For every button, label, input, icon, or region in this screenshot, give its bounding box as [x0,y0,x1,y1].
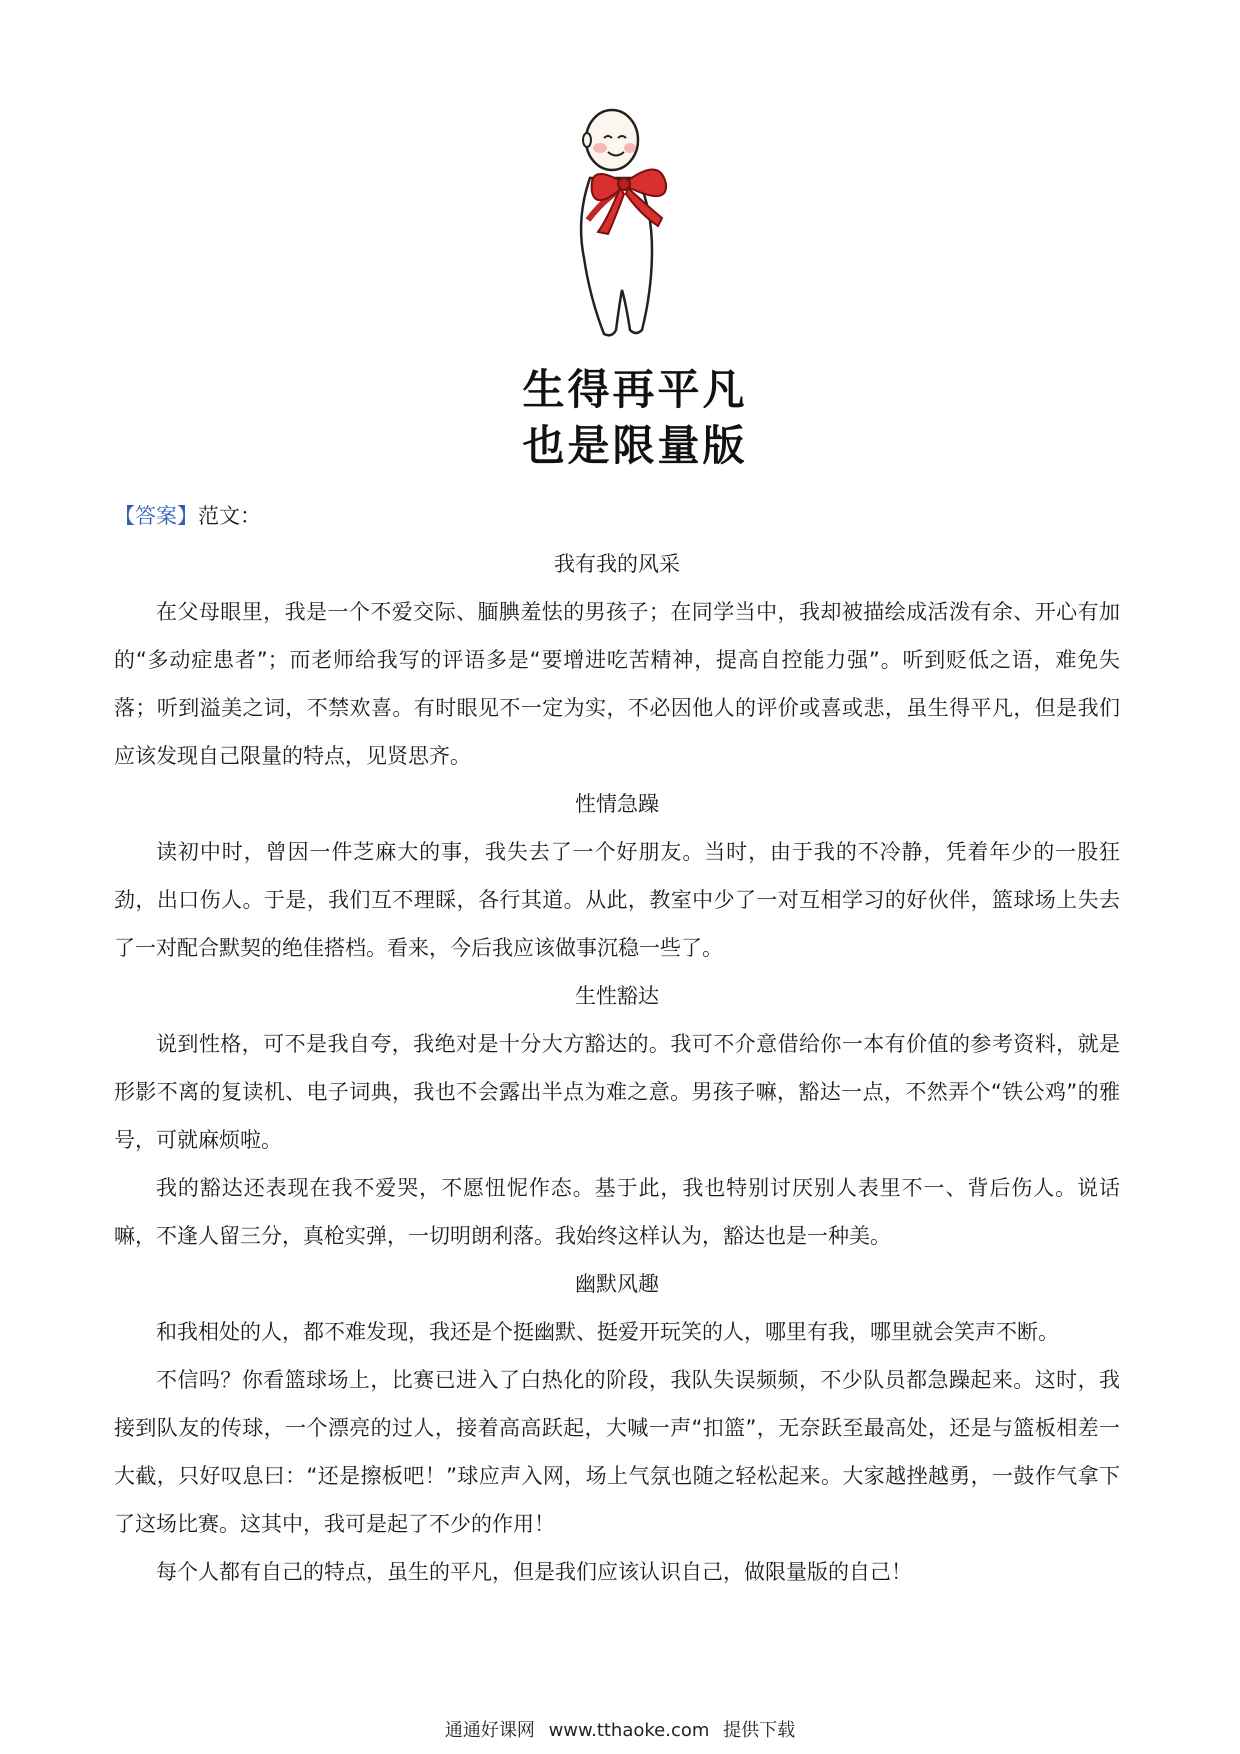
section-heading: 幽默风趣 [575,1272,659,1296]
footer-url-link[interactable]: www.tthaoke.com [548,1720,710,1741]
section-paragraph: 和我相处的人，都不难发现，我还是个挺幽默、挺爱开玩笑的人，哪里有我，哪里就会笑声不断。 [156,1320,1059,1344]
answer-line [114,492,1120,540]
logo-caption [520,362,750,474]
logo-caption-line-2: 也是限量版 [522,421,748,470]
section-paragraph: 我的豁达还表现在我不爱哭，不愿忸怩作态。基于此，我也特别讨厌别人表里不一、背后伤人。说话嘛，不逢人留三分，真枪实弹，一切明朗利落。我始终这样认为，豁达也是一种美。 [114,1176,1120,1248]
section-paragraph: 说到性格，可不是我自夸，我绝对是十分大方豁达的。我可不介意借给你一本有价值的参考资料，就是形影不离的复读机、电子词典，我也不会露出半点为难之意。男孩子嘛，豁达一点，不然弄个“铁公鸡”的雅号，可就麻烦啦。 [114,1032,1120,1152]
section-paragraph: 不信吗？你看篮球场上，比赛已进入了白热化的阶段，我队失误频频，不少队员都急躁起来。这时，我接到队友的传球，一个漂亮的过人，接着高高跃起，大喊一声“扣篮”，无奈跃至最高处，还是与篮板相差一大截，只好叹息曰：“还是擦板吧！”球应声入网，场上气氛也随之轻松起来。大家越挫越勇，一鼓作气拿下了这场比赛。这其中，我可是起了不少的作用！ [114,1368,1120,1536]
section-paragraph: 读初中时，曾因一件芝麻大的事，我失去了一个好朋友。当时，由于我的不冷静，凭着年少的一股狂劲，出口伤人。于是，我们互不理睬，各行其道。从此，教室中少了一对互相学习的好伙伴，篮球场上失去了一对配合默契的绝佳搭档。看来，今后我应该做事沉稳一些了。 [114,840,1120,960]
footer-site-name: 通通好课网 [444,1720,535,1741]
answer-label: 范文： [198,504,261,528]
essay-conclusion-paragraph: 每个人都有自己的特点，虽生的平凡，但是我们应该认识自己，做限量版的自己！ [156,1560,912,1584]
essay-intro-paragraph: 在父母眼里，我是一个不爱交际、腼腆羞怯的男孩子；在同学当中，我却被描绘成活泼有余、开心有加的“多动症患者”；而老师给我写的评语多是“要增进吃苦精神，提高自控能力强”。听到贬低之语，难免失落；听到溢美之词，不禁欢喜。有时眼见不一定为实，不必因他人的评价或喜或悲，虽生得平凡，但是我们应该发现自己限量的特点，见贤思齐。 [114,600,1120,768]
section-heading: 生性豁达 [575,984,659,1008]
document-body [114,492,1120,1596]
answer-tag: 【答案】 [114,504,198,528]
page-footer [0,1716,1240,1742]
logo-caption-line-1: 生得再平凡 [522,365,748,414]
section-heading: 性情急躁 [575,792,659,816]
cartoon-figure-illustration [560,100,720,340]
essay-title: 我有我的风采 [554,552,680,576]
footer-suffix: 提供下载 [723,1720,796,1741]
